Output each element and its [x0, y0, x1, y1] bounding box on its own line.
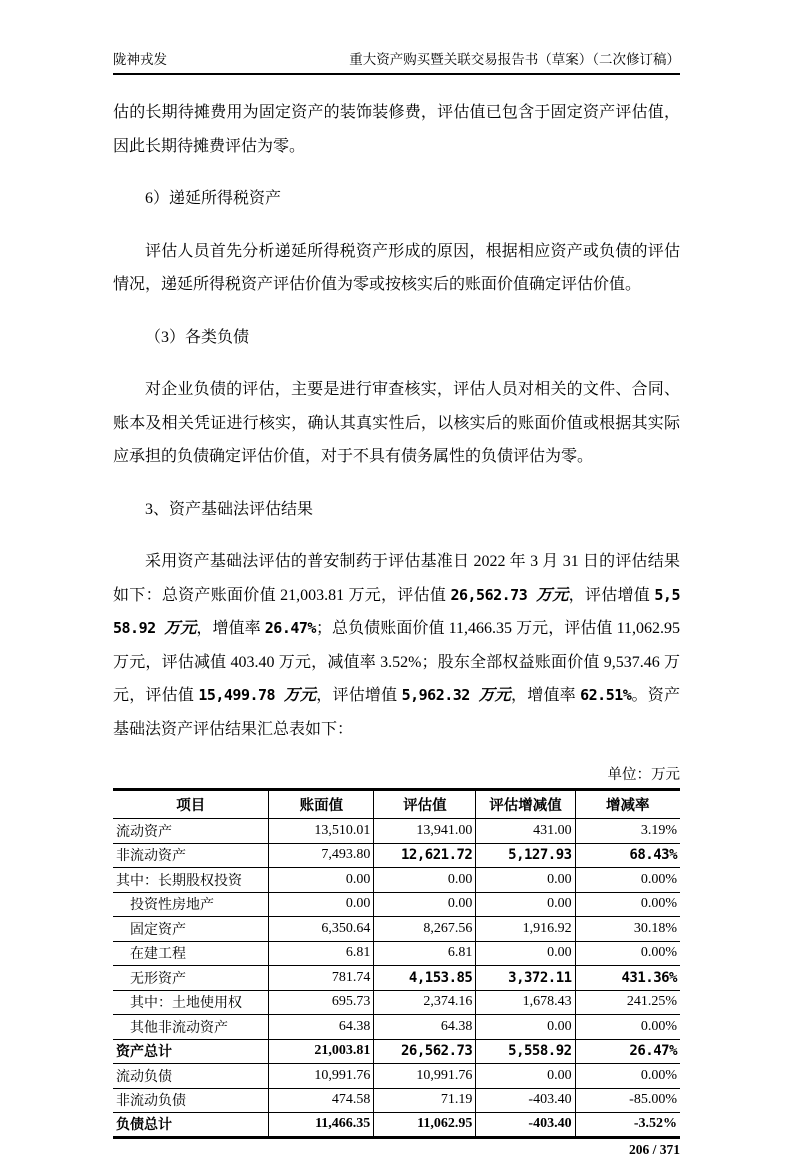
table-cell: 781.74: [269, 966, 374, 991]
text-segment: ，评估增值: [568, 586, 655, 604]
row-label: 其他非流动资产: [113, 1015, 269, 1040]
table-row: [113, 941, 680, 966]
table-cell: 3,372.11: [476, 966, 575, 991]
text-segment: 采用资产基础法评估的普安制药于评估基准日 2022 年 3 月 31 日的评估结果如下：总资产账面价值 21,003.81 万元，评估值: [113, 553, 680, 604]
page-number: 206 / 371: [628, 1141, 680, 1157]
table-row: [113, 990, 680, 1015]
emphasized-value: 5,962.32: [401, 686, 479, 704]
table-cell: 0.00: [374, 868, 476, 893]
row-label: 固定资产: [113, 917, 269, 942]
header-report-title: 重大资产购买暨关联交易报告书（草案）（二次修订稿）: [349, 52, 680, 67]
table-cell: 13,510.01: [269, 819, 374, 844]
text-segment: ，增值率: [511, 687, 581, 704]
table-cell: 10,991.76: [374, 1064, 476, 1089]
emphasized-value: 万元: [283, 687, 317, 704]
row-label: 资产总计: [113, 1039, 269, 1064]
table-cell: 13,941.00: [374, 819, 476, 844]
section-heading: [113, 321, 680, 355]
column-header: 项目: [113, 790, 269, 819]
table-cell: 1,916.92: [476, 917, 575, 942]
table-row: [113, 819, 680, 844]
table-row: [113, 1088, 680, 1113]
row-label: 无形资产: [113, 966, 269, 991]
table-cell: 0.00: [476, 1015, 575, 1040]
text-segment: （3）各类负债: [145, 328, 250, 346]
table-cell: 0.00: [374, 892, 476, 917]
table-cell: 1,678.43: [476, 990, 575, 1015]
table-cell: 0.00: [269, 892, 374, 917]
table-cell: 5,558.92: [476, 1039, 575, 1064]
asset-valuation-summary-table: [113, 788, 680, 1139]
table-row: [113, 966, 680, 991]
table-row: [113, 892, 680, 917]
table-cell: -403.40: [476, 1088, 575, 1113]
table-unit-label: 单位：万元: [607, 767, 680, 783]
table-cell: 0.00%: [575, 941, 680, 966]
header-company-name: 陇神戎发: [113, 52, 167, 67]
emphasized-value: 26.47%: [264, 619, 316, 637]
text-segment: 评估人员首先分析递延所得税资产形成的原因，根据相应资产或负债的评估情况，递延所得税资产评估价值为零或按核实后的账面价值确定评估价值。: [113, 242, 680, 293]
table-cell: 5,127.93: [476, 843, 575, 868]
text-segment: 估的长期待摊费用为固定资产的装饰装修费，评估值已包含于固定资产评估值，因此长期待摊费评估为零。: [113, 104, 680, 155]
emphasized-value: 万元: [478, 687, 512, 704]
table-cell: 30.18%: [575, 917, 680, 942]
row-label: 其中：长期股权投资: [113, 868, 269, 893]
column-header: 账面值: [269, 790, 374, 819]
paragraph: [113, 235, 680, 302]
text-segment: ，评估增值: [316, 687, 402, 704]
table-cell: 64.38: [374, 1015, 476, 1040]
table-cell: 0.00: [476, 1064, 575, 1089]
row-label: 其中：土地使用权: [113, 990, 269, 1015]
text-segment: 6）递延所得税资产: [145, 190, 282, 207]
table-cell: 0.00: [269, 868, 374, 893]
page-footer: [113, 1142, 680, 1158]
table-cell: 26.47%: [575, 1039, 680, 1064]
section-heading: [113, 182, 680, 216]
table-header-row: [113, 790, 680, 819]
table-cell: 431.00: [476, 819, 575, 844]
column-header: 评估值: [374, 790, 476, 819]
table-cell: 64.38: [269, 1015, 374, 1040]
table-cell: 6.81: [269, 941, 374, 966]
paragraph: [113, 96, 680, 163]
table-cell: 0.00%: [575, 1064, 680, 1089]
table-row: [113, 868, 680, 893]
column-header: 评估增减值: [476, 790, 575, 819]
table-row: [113, 1039, 680, 1064]
row-label: 投资性房地产: [113, 892, 269, 917]
table-cell: 0.00%: [575, 892, 680, 917]
table-cell: 10,991.76: [269, 1064, 374, 1089]
emphasized-value: 万元: [164, 620, 197, 637]
emphasized-value: 26,562.73: [450, 585, 537, 604]
paragraph: [113, 373, 680, 474]
table-cell: 0.00%: [575, 1015, 680, 1040]
table-cell: 7,493.80: [269, 843, 374, 868]
emphasized-value: 万元: [536, 586, 569, 604]
table-cell: 6,350.64: [269, 917, 374, 942]
table-cell: 2,374.16: [374, 990, 476, 1015]
table-cell: 0.00%: [575, 868, 680, 893]
table-row: [113, 843, 680, 868]
table-row: [113, 917, 680, 942]
table-cell: 11,466.35: [269, 1113, 374, 1138]
emphasized-value: 5,558.92: [113, 585, 680, 637]
table-cell: -85.00%: [575, 1088, 680, 1113]
table-cell: 474.58: [269, 1088, 374, 1113]
table-cell: 0.00: [476, 941, 575, 966]
table-cell: -403.40: [476, 1113, 575, 1138]
table-cell: 8,267.56: [374, 917, 476, 942]
table-cell: 241.25%: [575, 990, 680, 1015]
row-label: 非流动负债: [113, 1088, 269, 1113]
page-header: [113, 48, 680, 75]
table-cell: 21,003.81: [269, 1039, 374, 1064]
text-segment: ，增值率: [196, 620, 265, 637]
table-cell: 11,062.95: [374, 1113, 476, 1138]
table-cell: -3.52%: [575, 1113, 680, 1138]
table-cell: 0.00: [476, 892, 575, 917]
table-cell: 695.73: [269, 990, 374, 1015]
text-segment: 。资产基础法资产评估结果汇总表如下：: [113, 687, 680, 738]
table-cell: 4,153.85: [374, 966, 476, 991]
column-header: 增减率: [575, 790, 680, 819]
table-cell: 3.19%: [575, 819, 680, 844]
row-label: 流动资产: [113, 819, 269, 844]
table-cell: 71.19: [374, 1088, 476, 1113]
table-cell: 68.43%: [575, 843, 680, 868]
table-row: [113, 1113, 680, 1138]
table-cell: 431.36%: [575, 966, 680, 991]
text-segment: ；总负债账面价值 11,466.35 万元，评估值 11,062.95 万元，评估减值 403.40 万元，减值率 3.52%；股东全部权益账面价值 9,537.46 万元，评估值: [113, 620, 680, 704]
table-row: [113, 1015, 680, 1040]
document-body: [113, 96, 680, 746]
table-cell: 0.00: [476, 868, 575, 893]
emphasized-value: 62.51%: [580, 686, 632, 704]
row-label: 负债总计: [116, 1118, 172, 1134]
text-segment: 3、资产基础法评估结果: [145, 500, 314, 518]
emphasized-value: 15,499.78: [198, 686, 284, 704]
table-row: [113, 1064, 680, 1089]
section-heading: [113, 493, 680, 527]
row-label: 在建工程: [113, 941, 269, 966]
row-label: 流动负债: [113, 1064, 269, 1089]
text-segment: 对企业负债的评估，主要是进行审查核实，评估人员对相关的文件、合同、账本及相关凭证进行核实，确认其真实性后，以核实后的账面价值或根据其实际应承担的负债确定评估价值，对于不具有债务属性的负债评估为零。: [113, 381, 680, 465]
row-label: 非流动资产: [113, 843, 269, 868]
table-cell: 12,621.72: [374, 843, 476, 868]
table-cell: 26,562.73: [374, 1039, 476, 1064]
paragraph: [113, 545, 680, 746]
table-cell: 6.81: [374, 941, 476, 966]
